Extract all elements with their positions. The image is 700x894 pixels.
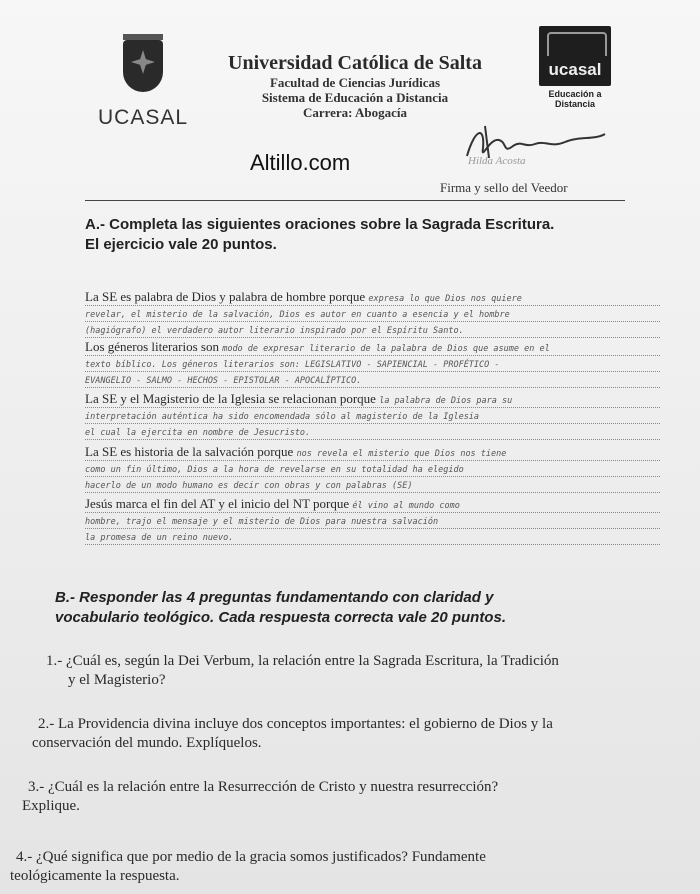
faculty-line: Facultad de Ciencias Jurídicas <box>269 75 441 90</box>
section-a-title <box>85 215 645 255</box>
left-logo-subtext <box>88 130 198 135</box>
book-logo-icon <box>539 26 611 86</box>
handwritten-answer: la promesa de un reino nuevo. <box>85 529 660 545</box>
veedor-label: Firma y sello del Veedor <box>440 180 568 195</box>
section-b-title-line1: B.- Responder las 4 preguntas fundamentando con claridad y <box>55 589 494 606</box>
question-line: 1.- ¿Cuál es, según la Dei Verbum, la relación entre la Sagrada Escritura, la Tradición <box>46 653 559 669</box>
question-line: teológicamente la respuesta. <box>10 868 180 884</box>
ucasal-right-logo <box>530 26 620 109</box>
handwritten-answer: texto bíblico. Los géneros literarios son: LEGISLATIVO - SAPIENCIAL - PROFÉTICO - <box>85 356 660 372</box>
item-prompt: Los géneros literarios son <box>85 339 219 354</box>
question-line: 4.- ¿Qué significa que por medio de la gracia somos justificados? Fundamente <box>16 849 486 865</box>
section-a-title-line2: El ejercicio vale 20 puntos. <box>85 236 277 253</box>
handwritten-answer: él vino al mundo como <box>352 501 460 511</box>
handwritten-answer: como un fin último, Dios a la hora de revelarse en su totalidad ha elegido <box>85 461 660 477</box>
left-logo-text: UCASAL <box>97 106 189 129</box>
completion-item-2 <box>85 338 660 388</box>
university-header <box>205 52 505 120</box>
handwritten-answer: revelar, el misterio de la salvación, Dios es autor en cuanto a esencia y el hombre <box>85 306 660 322</box>
ucasal-left-logo <box>88 40 198 135</box>
section-b-title-line2: vocabulario teológico. Cada respuesta correcta vale 20 puntos. <box>55 609 506 626</box>
shield-icon <box>123 40 163 92</box>
handwritten-answer: (hagiógrafo) el verdadero autor literario inspirado por el Espíritu Santo. <box>85 322 660 338</box>
header-divider <box>85 200 625 201</box>
item-prompt: La SE y el Magisterio de la Iglesia se relacionan porque <box>85 391 376 406</box>
handwritten-answer: la palabra de Dios para su <box>379 396 513 406</box>
handwritten-answer: hacerlo de un modo humano es decir con obras y con palabras (SE) <box>85 477 660 493</box>
completion-item-3 <box>85 390 660 440</box>
section-b-title <box>55 588 655 628</box>
question-2 <box>32 715 668 753</box>
item-prompt: La SE es historia de la salvación porque <box>85 444 294 459</box>
question-1 <box>46 652 676 690</box>
question-3 <box>22 778 658 816</box>
career-line: Carrera: Abogacía <box>302 105 408 120</box>
handwritten-answer: interpretación auténtica ha sido encomendada sólo al magisterio de la Iglesia <box>85 408 660 424</box>
item-prompt: Jesús marca el fin del AT y el inicio del NT porque <box>85 496 350 511</box>
question-line: 2.- La Providencia divina incluye dos conceptos importantes: el gobierno de Dios y la <box>38 716 553 732</box>
handwritten-answer: EVANGELIO - SALMO - HECHOS - EPISTOLAR - APOCALÍPTICO. <box>85 372 660 388</box>
university-title: Universidad Católica de Salta <box>228 52 482 74</box>
completion-item-1 <box>85 288 660 338</box>
question-line: 3.- ¿Cuál es la relación entre la Resurrección de Cristo y nuestra resurrección? <box>28 779 499 795</box>
right-logo-subtitle: Educación a Distancia <box>548 89 602 109</box>
system-line: Sistema de Educación a Distancia <box>261 90 449 105</box>
completion-item-4 <box>85 443 660 493</box>
right-logo-text: ucasal <box>548 60 602 79</box>
section-a-title-line1: A.- Completa las siguientes oraciones sobre la Sagrada Escritura. <box>85 216 555 233</box>
handwritten-answer: modo de expresar literario de la palabra de Dios que asume en el <box>222 344 550 354</box>
handwritten-answer: el cual la ejercita en nombre de Jesucristo. <box>85 424 660 440</box>
question-line: y el Magisterio? <box>68 672 166 688</box>
watermark-text: Altillo.com <box>250 150 351 175</box>
completion-item-5 <box>85 495 660 545</box>
handwritten-answer: hombre, trajo el mensaje y el misterio de Dios para nuestra salvación <box>85 513 660 529</box>
signature-name: Hilda Acosta <box>468 155 526 167</box>
question-line: Explique. <box>22 798 80 814</box>
question-line: conservación del mundo. Explíquelos. <box>32 735 262 751</box>
item-prompt: La SE es palabra de Dios y palabra de hombre porque <box>85 289 366 304</box>
handwritten-answer: nos revela el misterio que Dios nos tiene <box>296 449 507 459</box>
question-4 <box>10 848 686 886</box>
handwritten-answer: expresa lo que Dios nos quiere <box>368 294 522 304</box>
